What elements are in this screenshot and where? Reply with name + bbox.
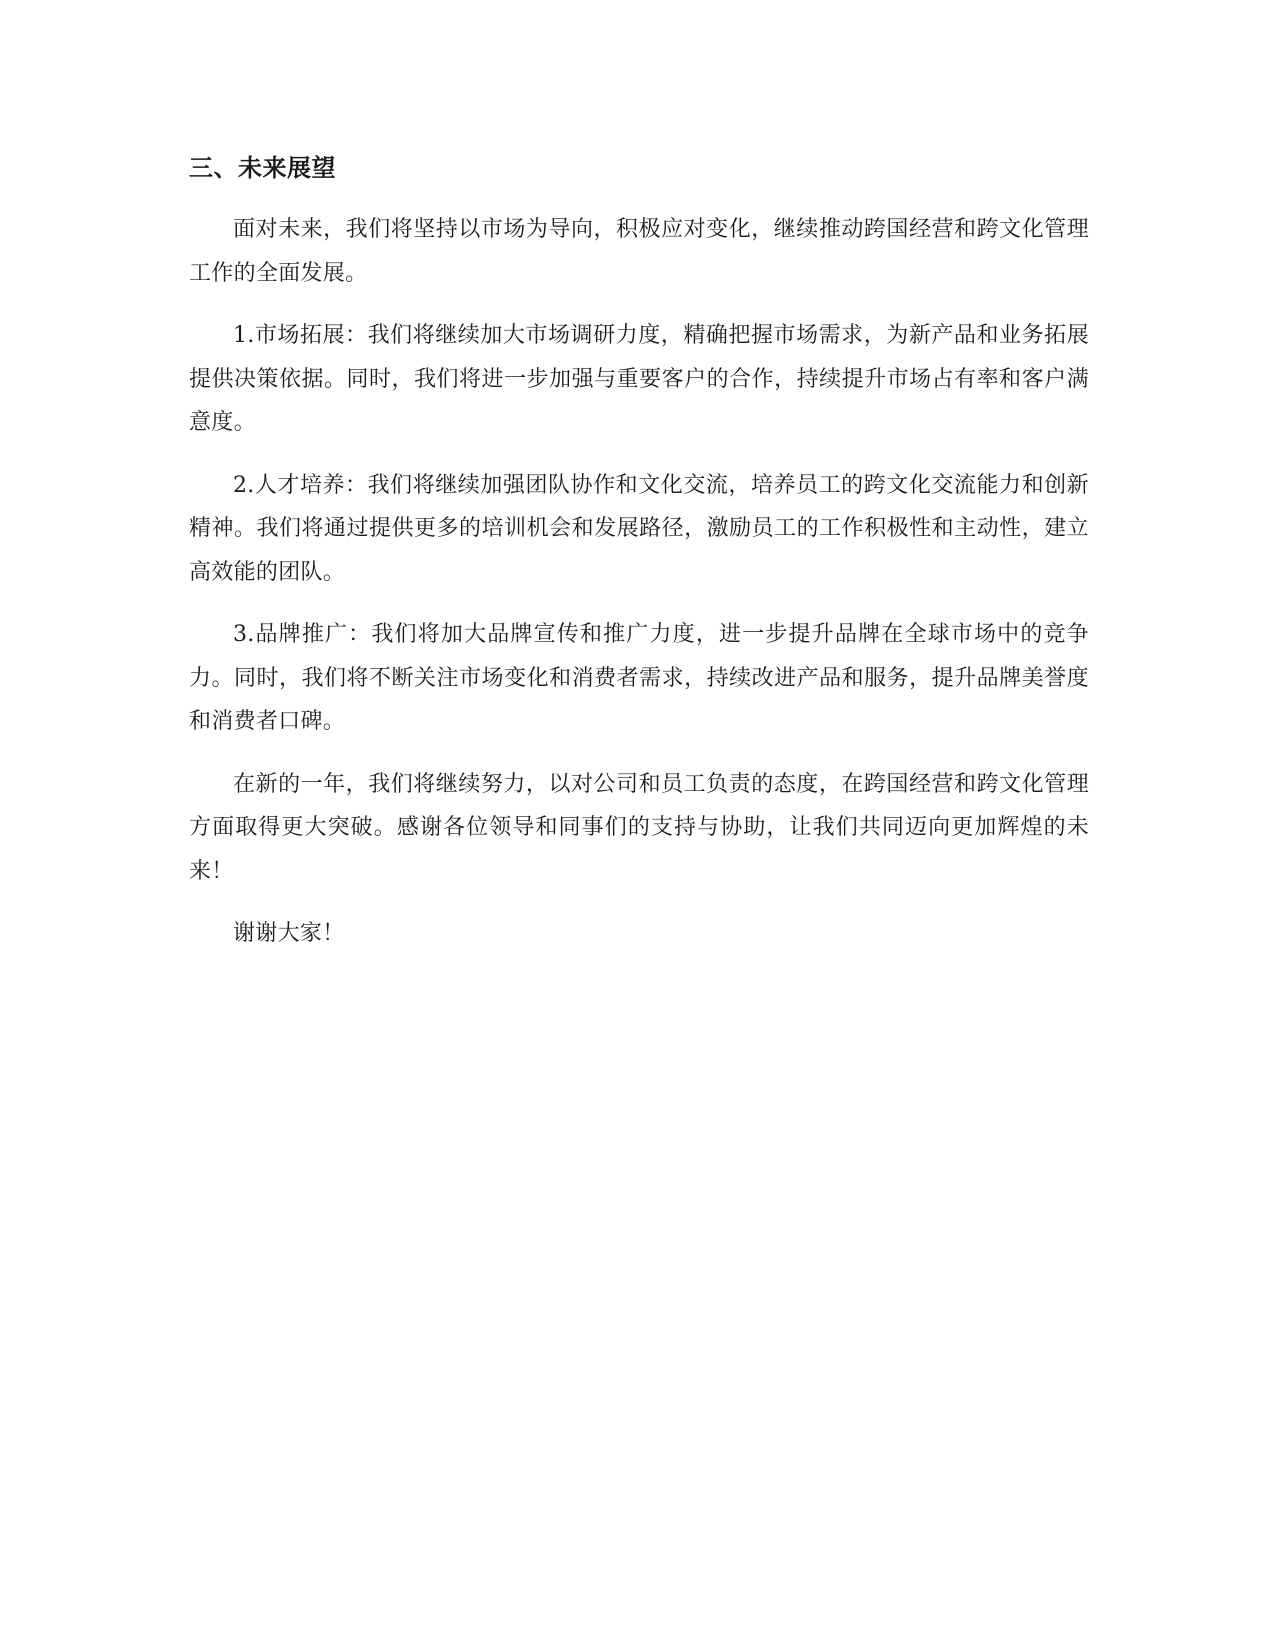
thanks-paragraph: 谢谢大家！ <box>233 921 345 946</box>
document-body <box>189 150 1089 975</box>
closing-paragraph: 在新的一年，我们将继续努力，以对公司和员工负责的态度，在跨国经营和跨文化管理方面取得更大突破。感谢各位领导和同事们的支持与协助，让我们共同迈向更加辉煌的未来！ <box>189 771 1089 884</box>
brand-promotion-paragraph: 3.品牌推广：我们将加大品牌宣传和推广力度，进一步提升品牌在全球市场中的竞争力。同时，我们将不断关注市场变化和消费者需求，持续改进产品和服务，提升品牌美誉度和消费者口碑。 <box>189 622 1089 734</box>
section-heading: 三、未来展望 <box>189 154 336 182</box>
intro-paragraph: 面对未来，我们将坚持以市场为导向，积极应对变化，继续推动跨国经营和跨文化管理工作的全面发展。 <box>189 217 1089 286</box>
talent-development-paragraph: 2.人才培养：我们将继续加强团队协作和文化交流，培养员工的跨文化交流能力和创新精神。我们将通过提供更多的培训机会和发展路径，激励员工的工作积极性和主动性，建立高效能的团队。 <box>189 472 1089 585</box>
market-expansion-paragraph: 1.市场拓展：我们将继续加大市场调研力度，精确把握市场需求，为新产品和业务拓展提供决策依据。同时，我们将进一步加强与重要客户的合作，持续提升市场占有率和客户满意度。 <box>189 323 1089 435</box>
